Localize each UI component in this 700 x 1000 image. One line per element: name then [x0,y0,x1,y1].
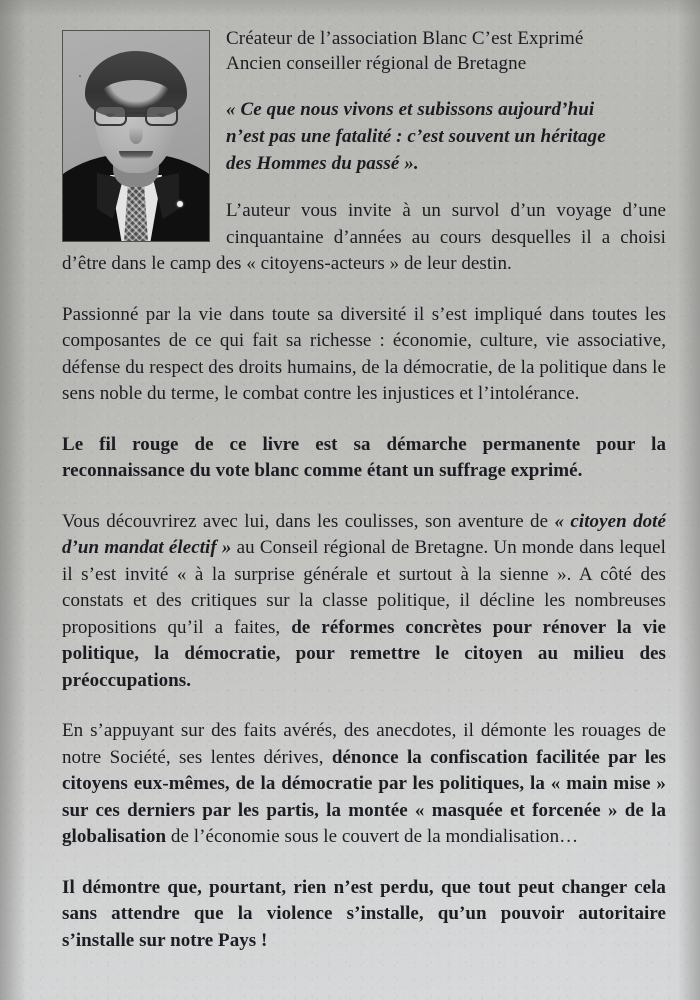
author-portrait-photo [62,30,210,242]
portrait-lapel-pin [177,201,183,207]
p5-text-a: En s’appuyant sur des faits avérés, des anecdotes, il démonte les rouages de notre Société, ses lentes dérives, [62,720,666,768]
scan-edge-left-shadow [0,0,26,1000]
portrait-nose [130,127,143,144]
paragraph-red-thread: Le fil rouge de ce livre est sa démarche permanente pour la reconnaissance du vote blanc comme étant un suffrage exprimé. [62,433,666,481]
p5-bold-confiscation-denounced: dénonce la confiscation facilitée par les citoyens eux-mêmes, de la démocratie par les politiques, la « main mise » sur ces derniers par les partis, la montée « masquée et forcenée » de la globalisation [62,746,666,847]
scan-edge-right-shadow [678,0,700,1000]
author-role-line-1: Créateur de l’association Blanc C’est Exprimé [226,28,584,49]
eyeglass-lens-left [94,105,127,126]
portrait-mouth [119,151,153,159]
author-role-line-2: Ancien conseiller régional de Bretagne [226,53,527,74]
portrait-eyeglasses [93,105,179,127]
p4-emphasis-elected-citizen: « citoyen doté d’un mandat électif » [62,510,666,558]
pull-quote-line-2: n’est pas une fatalité : c’est souvent un héritage [226,126,606,147]
p5-text-c: de l’économie sous le couvert de la mondialisation… [166,826,579,847]
scan-edge-top-shadow [0,0,700,18]
paragraph-passionate-life: Passionné par la vie dans toute sa diversité il s’est impliqué dans toutes les composantes de ce qui fait sa richesse : économie, culture, vie associative, défense du respect des droits humains, de la démocratie, de la politique dans le sens noble du terme, le combat contre les injustices et l’intolérance. [62,303,666,404]
pull-quote-line-1: « Ce que nous vivons et subissons aujourd’hui [226,99,595,120]
eyeglass-lens-right [145,105,178,126]
pull-quote-line-3: des Hommes du passé ». [226,153,419,174]
cover-text-column [62,26,666,954]
paragraph-discovery-backstage [62,509,666,695]
paragraph-author-invitation: L’auteur vous invite à un survol d’un voyage d’une cinquantaine d’années au cours desquelles il a choisi d’être dans le camp des « citoyens-acteurs » de leur destin. [62,200,666,274]
paragraph-nothing-is-lost: Il démontre que, pourtant, rien n’est perdu, que tout peut changer cela sans attendre que la violence s’installe, qu’un pouvoir autoritaire s’installe sur notre Pays ! [62,876,666,951]
eyeglass-bridge [127,112,145,114]
p4-text-a: Vous découvrirez avec lui, dans les coulisses, son aventure de [62,510,555,532]
paragraph-society-mechanisms [62,718,666,851]
p4-text-c: au Conseil régional de Bretagne. Un monde dans lequel il s’est invité « à la surprise générale et surtout à la sienne ». A côté des constats et des critiques sur la classe politique, il décline les nombreuses propositions qu’il a faites, [62,537,666,638]
portrait-dust-speck [79,75,81,77]
p4-bold-concrete-reforms: de réformes concrètes pour rénover la vie politique, la démocratie, pour remettre le citoyen au milieu des préoccupations. [62,616,666,691]
